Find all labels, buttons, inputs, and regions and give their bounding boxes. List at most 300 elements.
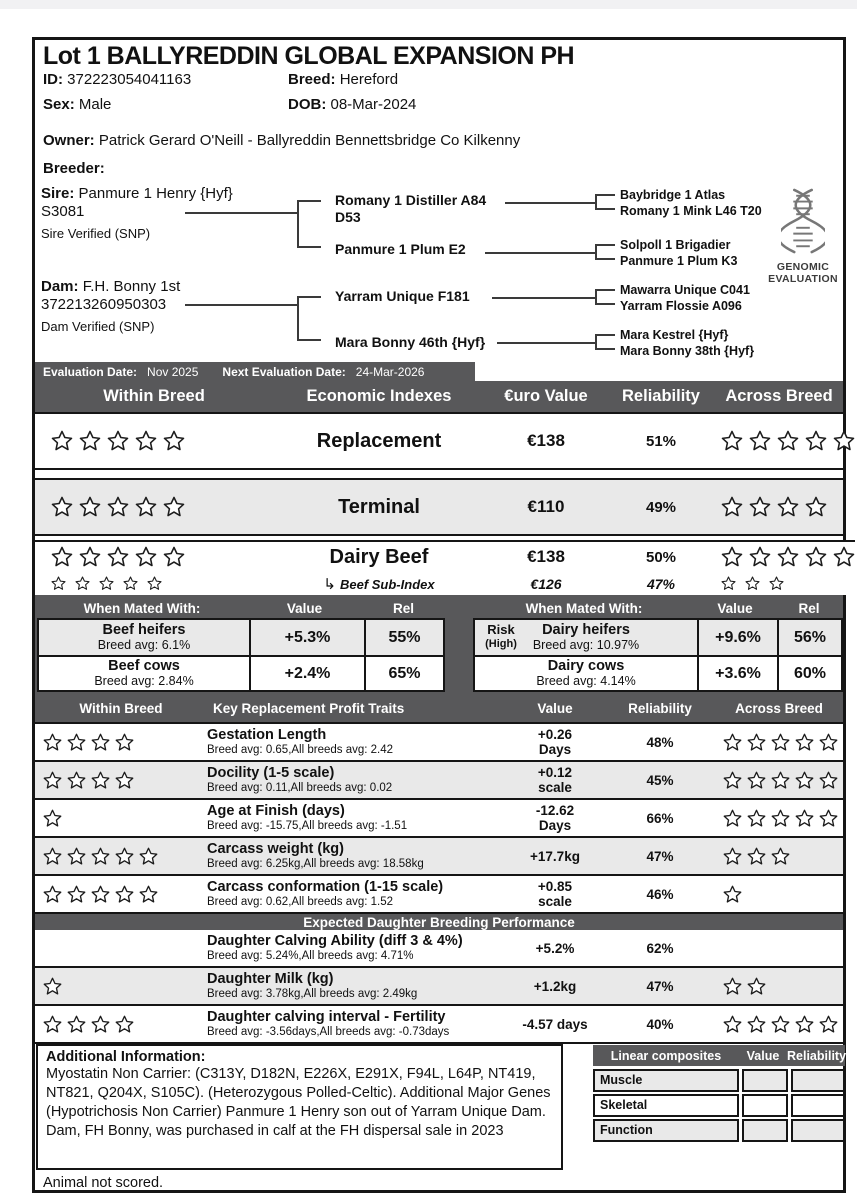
dau-interval-rel: 40% [646,1016,674,1032]
muscle-label: Muscle [593,1069,739,1092]
star-icon [777,430,799,452]
genomic-evaluation-badge [753,188,853,285]
index-block-dairy-beef [35,540,855,595]
star-icon [819,733,838,752]
star-icon [115,733,134,752]
dairy-cows-value: +3.6% [697,657,777,690]
dob-pair [288,96,416,113]
index-row-terminal [35,478,843,536]
sire-name: Panmure 1 Henry {Hyf} [78,185,233,202]
dob-value: 08-Mar-2024 [330,96,417,113]
sire-block [41,185,271,243]
star-icon [777,546,799,568]
skeletal-value [742,1094,788,1117]
dob-label: DOB: [288,96,327,113]
trait-row-carcass-weight [35,836,843,874]
paternal-grandsire: Romany 1 Distiller A84 D53 [335,192,487,225]
beef-heifers-name-cell [39,620,249,655]
header-economic-indexes: Economic Indexes [306,387,452,405]
dau-milk-name-cell [207,971,505,1001]
dau-calving-rel: 62% [646,940,674,956]
additional-information-title: Additional Information: [46,1049,206,1065]
star-icon [115,1015,134,1034]
dam-verified: Dam Verified (SNP) [41,319,155,334]
dau-milk-value: +1.2kg [533,978,577,994]
age-finish-value: -12.62 Days [535,803,575,833]
gestation-name-cell [207,727,505,757]
age-finish-name: Age at Finish (days) [207,803,345,819]
maternal-grandsire: Yarram Unique F181 [335,288,470,304]
traits-header-within: Within Breed [79,701,163,716]
muscle-rel [791,1069,845,1092]
beef-heifers-avg: Breed avg: 6.1% [97,638,191,652]
star-icon [805,430,827,452]
pgd-branch-line [485,252,595,254]
trait-row-daughter-milk [35,968,843,1006]
traits-rows [35,722,843,912]
ggp-2-sire: Solpoll 1 Brigadier [620,238,731,252]
star-icon [43,977,62,996]
owner-value: Patrick Gerard O'Neill - Ballyreddin Bennettsbridge Co Kilkenny [98,132,521,149]
star-icon [723,771,742,790]
mated-dairy-header-rel: Rel [798,600,820,616]
star-icon [723,847,742,866]
additional-information-box [36,1044,563,1170]
daughter-rows [35,930,843,1044]
next-evaluation-date-value: 24-Mar-2026 [355,364,425,379]
beef-sub-index-label: ↳ Beef Sub-Index [323,575,435,593]
beef-cows-name-cell [39,657,249,690]
star-icon [115,885,134,904]
star-icon [771,771,790,790]
animal-not-scored-note: Animal not scored. [43,1175,164,1191]
beef-heifers-value: +5.3% [249,620,364,655]
star-icon [747,847,766,866]
star-icon [795,771,814,790]
ggp-4-dam: Mara Bonny 38th {Hyf} [620,344,755,358]
carcass-conf-name: Carcass conformation (1-15 scale) [207,879,444,895]
carcass-conf-within-stars [35,885,207,904]
docility-within-stars [35,771,207,790]
star-icon [771,733,790,752]
star-icon [91,771,110,790]
star-icon [819,809,838,828]
dau-milk-name: Daughter Milk (kg) [207,971,334,987]
star-icon [747,771,766,790]
docility-across-stars [715,771,843,790]
muscle-value [742,1069,788,1092]
mated-beef-body [37,618,445,692]
breeder-label: Breeder: [43,160,105,177]
star-icon [91,733,110,752]
carcass-weight-across-stars [715,847,843,866]
pgs-branch-bracket [595,194,615,210]
trait-row-gestation-length [35,722,843,760]
dairy-heifers-avg: Breed avg: 10.97% [532,638,640,652]
mated-row-dairy-cows [475,655,841,690]
dam-block [41,278,271,336]
carcass-weight-within-stars [35,847,207,866]
star-icon [747,809,766,828]
dairy-heifers-name-cell [475,620,697,655]
carcass-weight-value: +17.7kg [530,848,580,864]
dam-branch-line [185,304,297,306]
carcass-conf-name-cell [207,879,505,909]
beef-sub-index-across-stars [715,576,855,591]
trait-row-daughter-calving-ability [35,930,843,968]
star-icon [43,771,62,790]
mated-dairy-table [473,598,843,692]
docility-name: Docility (1-5 scale) [207,765,335,781]
star-icon [43,847,62,866]
star-icon [723,1015,742,1034]
genomic-badge-label: GENOMIC EVALUATION [768,261,838,285]
sex-label: Sex: [43,96,75,113]
dam-label: Dam: [41,278,79,295]
ggp-2-dam: Panmure 1 Plum K3 [620,254,738,268]
dairy-cows-avg: Breed avg: 4.14% [536,674,636,688]
terminal-value: €110 [527,497,565,516]
risk-badge [480,623,522,651]
terminal-label: Terminal [338,495,420,518]
linear-row-function [593,1119,845,1141]
dau-interval-within-stars [35,1015,207,1034]
sire-branch-line [185,212,297,214]
star-icon [747,733,766,752]
star-icon [795,733,814,752]
star-icon [67,733,86,752]
dam-reg: 372213260950303 [41,296,167,313]
star-icon [99,576,114,591]
great-grandparent-pair-3 [620,282,805,314]
owner-label: Owner: [43,132,95,149]
mgs-branch-bracket [595,289,615,305]
star-icon [51,576,66,591]
star-icon [79,430,101,452]
mated-beef-header-name: When Mated With: [83,600,201,616]
mated-row-beef-cows [39,655,443,690]
star-icon [91,1015,110,1034]
star-icon [833,430,855,452]
traits-header-rel: Reliability [628,701,692,716]
page-title: Lot 1 BALLYREDDIN GLOBAL EXPANSION PH [43,42,575,70]
terminal-within-stars [35,496,273,518]
docility-rel: 45% [646,772,674,788]
sire-label: Sire: [41,185,75,202]
header-across-breed: Across Breed [725,387,833,405]
header-reliability: Reliability [622,387,700,405]
mgs-branch-line [492,297,595,299]
dna-helix-icon [781,188,825,254]
star-icon [805,496,827,518]
star-icon [721,546,743,568]
trait-row-carcass-conformation [35,874,843,912]
star-icon [43,885,62,904]
star-icon [163,546,185,568]
sire-verified: Sire Verified (SNP) [41,226,151,241]
ggp-1-dam: Romany 1 Mink L46 T20 [620,204,762,218]
dau-interval-across-stars [715,1015,843,1034]
skeletal-rel [791,1094,845,1117]
trait-row-age-at-finish [35,798,843,836]
mgd-branch-bracket [595,334,615,350]
replacement-label: Replacement [316,429,442,452]
dau-calving-name-cell [207,933,505,963]
beef-sub-index-value: €126 [530,575,562,592]
replacement-reliability: 51% [645,432,677,450]
carcass-conf-avg: Breed avg: 0.62,All breeds avg: 1.52 [207,896,394,908]
dau-interval-value: -4.57 days [522,1016,588,1032]
age-finish-within-stars [35,809,207,828]
header-euro-value: €uro Value [504,387,588,405]
star-icon [771,847,790,866]
evaluation-date-label: Evaluation Date: [43,364,138,379]
maternal-granddam: Mara Bonny 46th {Hyf} [335,334,486,350]
index-row-beef-sub-index [35,572,855,595]
when-mated-with-section [35,595,843,695]
mated-beef-table [37,598,445,692]
star-icon [115,771,134,790]
star-icon [771,1015,790,1034]
replacement-within-stars [35,430,273,452]
dairy-beef-across-stars [715,546,855,568]
traits-header [35,695,843,722]
dau-interval-name: Daughter calving interval - Fertility [207,1009,446,1025]
traits-header-value: Value [537,701,573,716]
sire-branch-bracket [297,200,321,248]
replacement-value: €138 [527,431,565,450]
linear-header-rel: Reliability [787,1048,847,1063]
star-icon [723,885,742,904]
mated-dairy-header-name: When Mated With: [525,600,643,616]
beef-heifers-rel: 55% [364,620,443,655]
risk-label-line2: (High) [485,638,517,650]
age-finish-avg: Breed avg: -15.75,All breeds avg: -1.51 [207,820,408,832]
dau-calving-name: Daughter Calving Ability (diff 3 & 4%) [207,933,463,949]
dairy-cows-name: Dairy cows [547,658,625,674]
star-icon [749,430,771,452]
gestation-rel: 48% [646,734,674,750]
ggp-4-sire: Mara Kestrel {Hyf} [620,328,729,342]
star-icon [107,496,129,518]
mated-row-dairy-heifers [475,620,841,655]
star-icon [833,546,855,568]
mated-dairy-header [473,598,843,618]
linear-header-value: Value [746,1048,780,1063]
trait-row-daughter-calving-interval [35,1006,843,1044]
star-icon [91,885,110,904]
linear-row-muscle [593,1069,845,1091]
gestation-avg: Breed avg: 0.65,All breeds avg: 2.42 [207,744,394,756]
dairy-heifers-value: +9.6% [697,620,777,655]
mated-dairy-body [473,618,843,692]
age-finish-rel: 66% [646,810,674,826]
sex-value: Male [78,96,112,113]
index-row-dairy-beef [35,542,855,572]
carcass-weight-name: Carcass weight (kg) [207,841,344,857]
beef-cows-name: Beef cows [108,658,180,674]
star-icon [67,847,86,866]
dairy-cows-name-cell [475,657,697,690]
pgd-branch-bracket [595,244,615,260]
breed-value: Hereford [339,71,399,88]
carcass-conf-rel: 46% [646,886,674,902]
star-icon [135,430,157,452]
star-icon [723,733,742,752]
elbow-arrow-icon: ↳ [323,575,336,593]
gestation-name: Gestation Length [207,727,327,743]
id-label: ID: [43,71,63,88]
star-icon [67,885,86,904]
star-icon [163,496,185,518]
dairy-beef-value: €138 [527,547,565,566]
star-icon [135,496,157,518]
star-icon [721,576,736,591]
evaluation-date-bar [35,362,475,381]
function-label: Function [593,1119,739,1142]
gestation-within-stars [35,733,207,752]
breeder-row [43,160,823,177]
dau-interval-avg: Breed avg: -3.56days,All breeds avg: -0.73days [207,1026,450,1038]
sale-catalog-card [32,37,846,1193]
id-breed-row [43,71,823,88]
dau-milk-within-stars [35,977,207,996]
additional-information-text: Myostatin Non Carrier: (C313Y, D182N, E226X, E291X, F94L, L64P, NT419, NT821, Q204X, S105C). (Heterozygous Polled-Celtic). Additional Major Genes (Hypotrichosis Non Carrier) Panmure 1 Henry son out of Yarram Unique Dam. Dam, FH Bonny, was purchased in calf at the FH dispersal sale in 2023 [46,1066,551,1139]
evaluation-date-value: Nov 2025 [147,364,199,379]
great-grandparent-pair-4 [620,327,805,359]
star-icon [123,576,138,591]
breed-pair [288,71,398,88]
linear-row-skeletal [593,1094,845,1116]
star-icon [747,977,766,996]
star-icon [163,430,185,452]
carcass-weight-name-cell [207,841,505,871]
carcass-weight-rel: 47% [646,848,674,864]
carcass-conf-across-stars [715,885,843,904]
beef-heifers-name: Beef heifers [102,622,186,638]
star-icon [749,496,771,518]
mated-beef-header-value: Value [286,600,323,616]
star-icon [115,847,134,866]
star-icon [721,496,743,518]
docility-avg: Breed avg: 0.11,All breeds avg: 0.02 [207,782,393,794]
star-icon [777,496,799,518]
dairy-heifers-rel: 56% [777,620,841,655]
header-within-breed: Within Breed [103,387,205,405]
dau-interval-name-cell [207,1009,505,1039]
star-icon [43,1015,62,1034]
star-icon [723,809,742,828]
beef-sub-index-within-stars [35,576,273,591]
linear-composites-header [593,1045,845,1066]
breed-label: Breed: [288,71,336,88]
dau-milk-rel: 47% [646,978,674,994]
trait-row-docility [35,760,843,798]
skeletal-label: Skeletal [593,1094,739,1117]
beef-sub-index-reliability: 47% [646,575,676,592]
gestation-value: +0.26 Days [537,727,573,757]
id-value: 372223054041163 [67,71,192,88]
function-value [742,1119,788,1142]
star-icon [67,771,86,790]
linear-header-name: Linear composites [610,1048,722,1063]
docility-value: +0.12 scale [537,765,573,795]
star-icon [769,576,784,591]
star-icon [819,771,838,790]
next-evaluation-date-label: Next Evaluation Date: [222,364,346,379]
star-icon [51,546,73,568]
dairy-beef-label: Dairy Beef [329,545,429,568]
gestation-across-stars [715,733,843,752]
star-icon [747,1015,766,1034]
star-icon [135,546,157,568]
mated-beef-header-rel: Rel [392,600,414,616]
dau-milk-avg: Breed avg: 3.78kg,All breeds avg: 2.49kg [207,988,418,1000]
star-icon [721,430,743,452]
star-icon [75,576,90,591]
star-icon [723,977,742,996]
dam-name: F.H. Bonny 1st [82,278,181,295]
pgs-branch-line [505,202,595,204]
owner-row [43,132,823,149]
star-icon [745,576,760,591]
function-rel [791,1119,845,1142]
star-icon [805,546,827,568]
star-icon [79,546,101,568]
paternal-granddam: Panmure 1 Plum E2 [335,241,466,257]
ggp-3-dam: Yarram Flossie A096 [620,299,742,313]
star-icon [107,430,129,452]
replacement-across-stars [715,430,855,452]
traits-header-name: Key Replacement Profit Traits [213,701,405,716]
dam-branch-bracket [297,296,321,341]
star-icon [749,546,771,568]
star-icon [43,733,62,752]
economic-indexes-header [35,381,843,412]
terminal-across-stars [715,496,843,518]
mated-beef-header [37,598,445,618]
star-icon [795,1015,814,1034]
star-icon [795,809,814,828]
star-icon [51,496,73,518]
risk-label-line1: Risk [487,622,515,637]
star-icon [43,809,62,828]
mated-dairy-header-value: Value [717,600,753,616]
index-row-replacement [35,412,843,470]
star-icon [91,847,110,866]
daughter-performance-header: Expected Daughter Breeding Performance [35,912,843,930]
dairy-heifers-name: Dairy heifers [542,622,630,638]
age-finish-name-cell [207,803,505,833]
star-icon [771,809,790,828]
star-icon [51,430,73,452]
sire-reg: S3081 [41,203,85,220]
ggp-1-sire: Baybridge 1 Atlas [620,188,726,202]
mgd-branch-line [497,342,595,344]
age-finish-across-stars [715,809,843,828]
star-icon [79,496,101,518]
beef-cows-rel: 65% [364,657,443,690]
dau-calving-value: +5.2% [535,940,575,956]
traits-header-across: Across Breed [735,701,823,716]
dairy-beef-within-stars [35,546,273,568]
carcass-conf-value: +0.85 scale [537,879,573,909]
mated-row-beef-heifers [39,620,443,655]
dairy-beef-reliability: 50% [645,548,677,566]
dau-milk-across-stars [715,977,843,996]
dau-calving-avg: Breed avg: 5.24%,All breeds avg: 4.71% [207,950,414,962]
screen-top-strip [0,0,857,9]
